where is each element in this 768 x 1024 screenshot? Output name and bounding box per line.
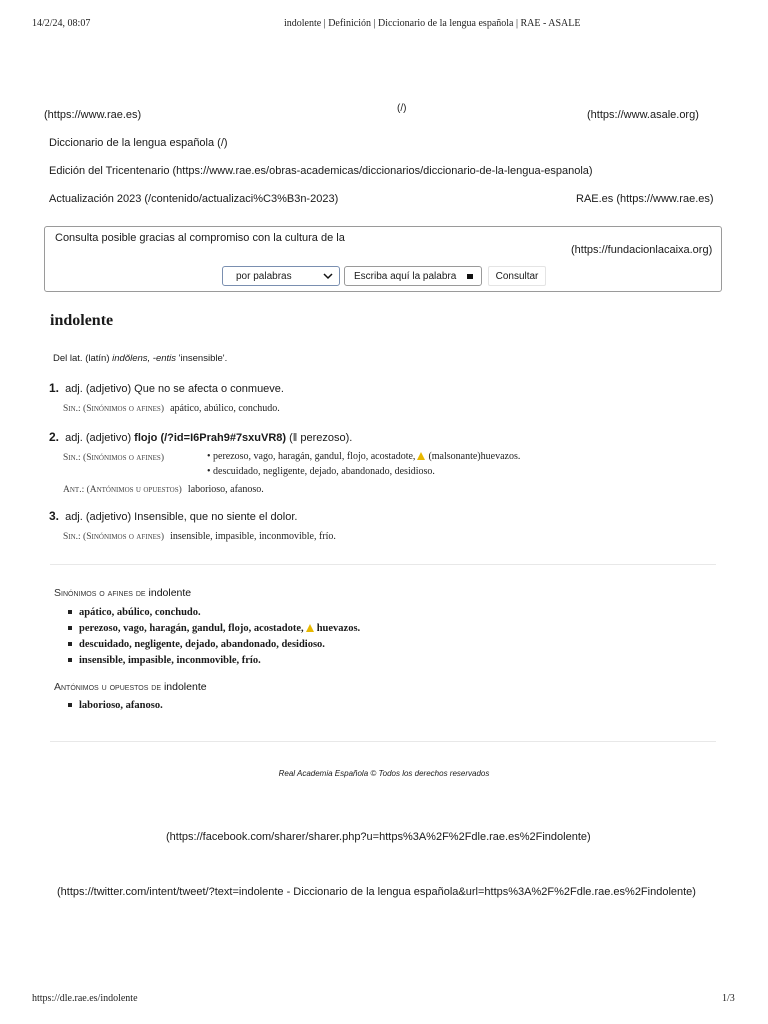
consult-button[interactable]: Consultar bbox=[488, 266, 546, 286]
antonyms-list bbox=[68, 700, 163, 716]
sense-2-synonyms: Sin.: (Sinónimos o afines) bbox=[63, 453, 164, 463]
list-item: laborioso, afanoso. bbox=[68, 700, 163, 716]
la-caixa-link[interactable]: (https://fundacionlacaixa.org) bbox=[571, 244, 713, 256]
divider bbox=[50, 741, 716, 742]
entry-word: indolente bbox=[50, 312, 114, 329]
keyboard-icon[interactable] bbox=[467, 274, 473, 279]
sense-2-antonyms: Ant.: (Antónimos u opuestos) laborioso, afanoso. bbox=[63, 484, 264, 495]
synonyms-list bbox=[68, 607, 360, 671]
list-item: apático, abúlico, conchudo. bbox=[68, 607, 360, 623]
facebook-share-link[interactable]: (https://facebook.com/sharer/sharer.php?u=https%3A%2F%2Fdle.rae.es%2Findolente) bbox=[166, 831, 591, 843]
print-page-number: 1/3 bbox=[722, 993, 735, 1004]
sense-2-synonyms-line2: • descuidado, negligente, dejado, abandonado, desidioso. bbox=[207, 466, 435, 477]
sense-1-synonyms: Sin.: (Sinónimos o afines) apático, abúlico, conchudo. bbox=[63, 403, 280, 414]
consult-sponsor-text: Consulta posible gracias al compromiso con la cultura de la bbox=[55, 232, 345, 244]
antonyms-heading: Antónimos u opuestos de indolente bbox=[54, 681, 207, 693]
twitter-share-link[interactable]: (https://twitter.com/intent/tweet/?text=indolente - Diccionario de la lengua española&url=https%3A%2F%2Fdle.rae.es%2Findolente) bbox=[57, 886, 696, 898]
search-placeholder: Escriba aquí la palabra bbox=[354, 270, 457, 282]
warning-icon bbox=[306, 624, 314, 632]
asale-logo-link[interactable]: (https://www.asale.org) bbox=[587, 109, 699, 121]
search-mode-value: por palabras bbox=[236, 270, 292, 282]
sense-3-synonyms: Sin.: (Sinónimos o afines) insensible, impasible, inconmovible, frío. bbox=[63, 531, 336, 542]
home-link[interactable]: (/) bbox=[397, 103, 407, 114]
print-url: https://dle.rae.es/indolente bbox=[32, 993, 138, 1004]
warning-icon bbox=[417, 452, 425, 460]
rae-es-link[interactable]: RAE.es (https://www.rae.es) bbox=[576, 193, 714, 205]
update-2023-link[interactable]: Actualización 2023 (/contenido/actualizaci%C3%B3n-2023) bbox=[49, 193, 339, 205]
sense-2-synonyms-line1: • perezoso, vago, haragán, gandul, flojo, acostadote, (malsonante)huevazos. bbox=[207, 451, 521, 462]
flojo-link[interactable]: flojo (/?id=I6Prah9#7sxuVR8) bbox=[134, 432, 287, 444]
list-item: insensible, impasible, inconmovible, frío. bbox=[68, 655, 360, 671]
rae-logo-link[interactable]: (https://www.rae.es) bbox=[44, 109, 142, 121]
search-mode-select[interactable] bbox=[222, 266, 340, 286]
list-item: descuidado, negligente, dejado, abandonado, desidioso. bbox=[68, 639, 360, 655]
search-input[interactable] bbox=[344, 266, 482, 286]
dictionary-link[interactable]: Diccionario de la lengua española (/) bbox=[49, 137, 228, 149]
print-page-title: indolente | Definición | Diccionario de la lengua española | RAE - ASALE bbox=[284, 18, 581, 29]
copyright-text: Real Academia Española © Todos los derechos reservados bbox=[278, 769, 490, 778]
synonyms-heading: Sinónimos o afines de indolente bbox=[54, 587, 192, 599]
list-item: perezoso, vago, haragán, gandul, flojo, acostadote, huevazos. bbox=[68, 623, 360, 639]
tricentenary-edition-link[interactable]: Edición del Tricentenario (https://www.rae.es/obras-academicas/diccionarios/diccionario-de-la-lengua-espanola) bbox=[49, 165, 593, 177]
divider bbox=[50, 564, 716, 565]
print-date: 14/2/24, 08:07 bbox=[32, 18, 91, 29]
etymology-latin: indŏlens, -entis bbox=[112, 353, 177, 364]
etymology: Del lat. (latín) indŏlens, -entis 'insensible'. bbox=[53, 353, 228, 364]
sense-2: 2. adj. (adjetivo) flojo (/?id=I6Prah9#7sxuVR8) (‖ perezoso). bbox=[49, 430, 353, 444]
sense-3: 3. adj. (adjetivo) Insensible, que no siente el dolor. bbox=[49, 509, 298, 523]
chevron-down-icon bbox=[322, 270, 334, 282]
sense-1: 1. adj. (adjetivo) Que no se afecta o conmueve. bbox=[49, 381, 284, 395]
